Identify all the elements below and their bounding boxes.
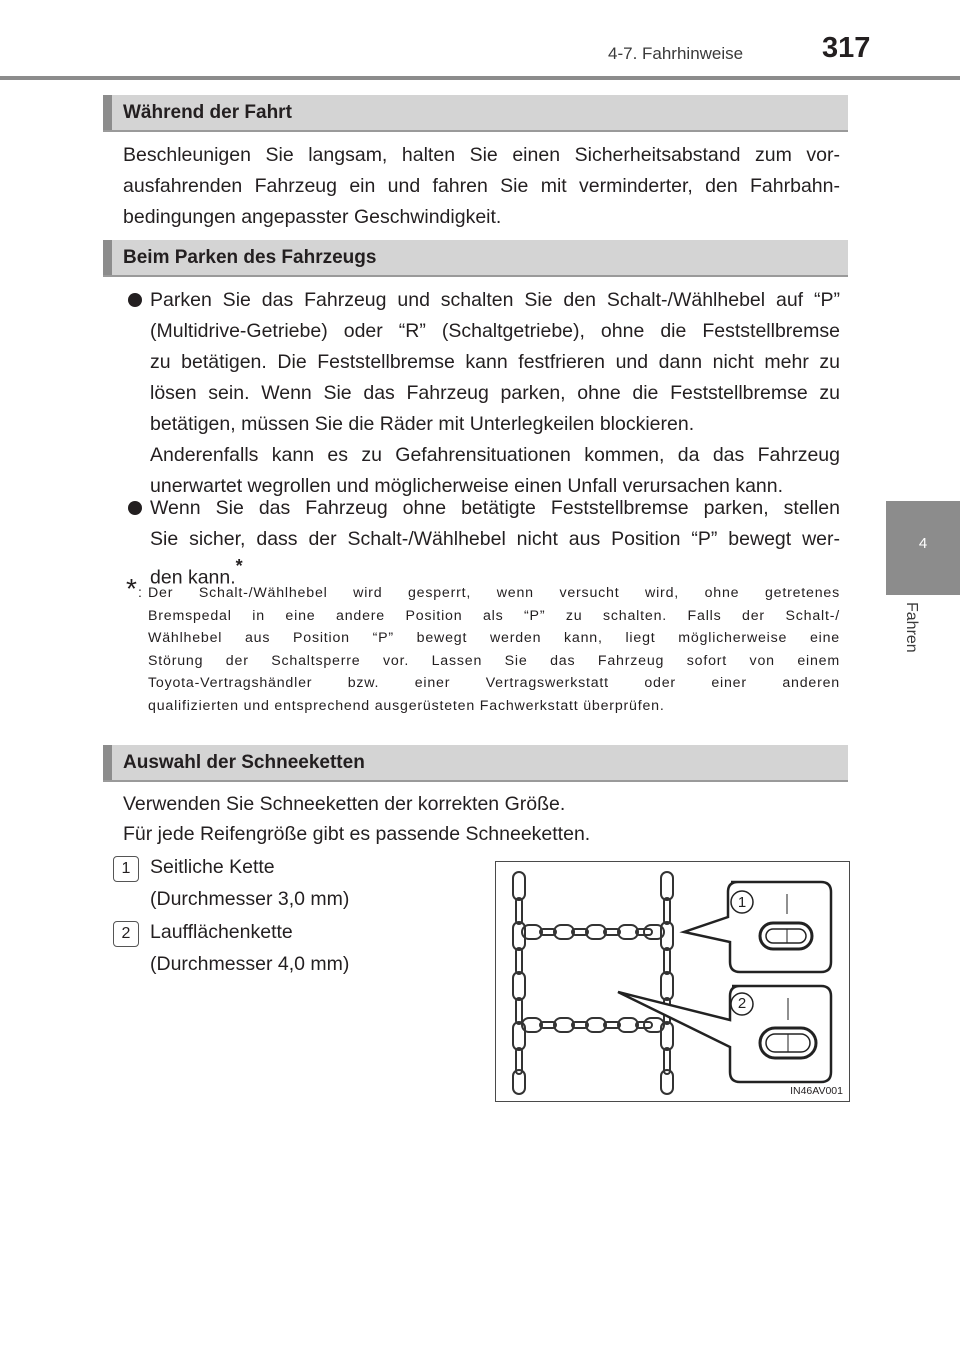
section-header-snow-chains [103,745,848,782]
chapter-number: 4 [918,535,928,552]
footnote-marker: * [235,556,243,576]
footnote-line: qualifizierten und entsprechend ausgerüsteten Fachwerkstatt überprüfen. [148,697,665,714]
footnote [148,582,840,717]
legend-item-name: Laufflächenkette [150,921,293,943]
section-header-driving [103,95,848,132]
callout-number-2: 2 [737,995,747,1012]
section-title: Während der Fahrt [123,102,292,123]
footnote-line: Bremspedal in eine andere Position als “P” zu schalten. Falls der Schalt-/ [148,607,840,624]
horizontal-chain-lower [522,1018,664,1032]
legend-item-detail: (Durchmesser 3,0 mm) [150,888,350,910]
bullet-dot [128,293,142,307]
snow-chains-text-line: Verwenden Sie Schneeketten der korrekten Größe. [123,793,566,815]
section-title: Beim Parken des Fahrzeugs [123,247,377,268]
section-header-parking [103,240,848,277]
callout-box-2 [618,986,831,1082]
snow-chain-drawing [496,862,849,1101]
bullet-line-text: den kann. [150,566,236,589]
callout-box-1 [684,882,831,972]
chapter-tab[interactable] [886,501,960,595]
driving-paragraph-line: bedingungen angepasster Geschwindigkeit. [123,206,502,228]
legend-number-box: 2 [113,921,139,947]
bullet-line: betätigen, müssen Sie die Räder mit Unterlegkeilen blockieren. [150,413,695,435]
footnote-line: Störung der Schaltsperre vor. Lassen Sie das Fahrzeug sofort von einem [148,652,840,669]
bullet-line: zu betätigen. Die Feststellbremse kann festfrieren und dann nicht mehr zu [150,351,840,373]
bullet-line: lösen sein. Wenn Sie das Fahrzeug parken, ohne die Feststellbremse zu [150,382,840,404]
bullet-line: Anderenfalls kann es zu Gefahrensituationen kommen, da das Fahrzeug [150,444,840,466]
legend-item-name: Seitliche Kette [150,856,275,878]
section-title: Auswahl der Schneeketten [123,752,365,773]
bullet-line: (Multidrive-Getriebe) oder “R” (Schaltgetriebe), ohne die Feststellbremse [150,320,840,342]
header-section-title: 4-7. Fahrhinweise [608,44,744,63]
vertical-chain-right [661,872,673,1094]
snow-chain-illustration [495,861,850,1102]
figure-code: IN46AV001 [790,1085,843,1097]
vertical-chain-left [513,872,525,1094]
footnote-colon: : [138,584,142,600]
callout-number-1: 1 [737,894,747,911]
bullet-line: Wenn Sie das Fahrzeug ohne betätigte Feststellbremse parken, stellen [150,497,840,519]
bullet-line: unerwartet wegrollen und möglicherweise einen Unfall verursachen kann. [150,475,784,497]
horizontal-chain-upper [522,925,664,939]
footnote-star: * [126,573,137,604]
bullet-line: Sie sicher, dass der Schalt-/Wählhebel nicht aus Position “P” bewegt wer- [150,528,840,550]
header-rule [0,76,960,80]
footnote-line: Toyota-Vertragshändler bzw. einer Vertragswerkstatt oder einer anderen [148,675,840,691]
footnote-line: Wählhebel aus Position “P” bewegt werden kann, liegt möglicherweise eine [148,630,840,646]
snow-chains-text-line: Für jede Reifengröße gibt es passende Schneeketten. [123,823,591,845]
bullet-line: Parken Sie das Fahrzeug und schalten Sie den Schalt-/Wählhebel auf “P” [150,289,840,311]
chapter-label: Fahren [903,602,920,653]
driving-paragraph-line: Beschleunigen Sie langsam, halten Sie einen Sicherheitsabstand zum vor- [123,144,840,166]
page-number: 317 [822,32,871,64]
bullet-dot [128,501,142,515]
driving-paragraph-line: ausfahrenden Fahrzeug ein und fahren Sie mit verminderter, den Fahrbahn- [123,175,840,197]
footnote-line: Der Schalt-/Wählhebel wird gesperrt, wenn versucht wird, ohne getretenes [148,585,840,601]
legend-number-box: 1 [113,856,139,882]
legend-item-detail: (Durchmesser 4,0 mm) [150,953,350,975]
